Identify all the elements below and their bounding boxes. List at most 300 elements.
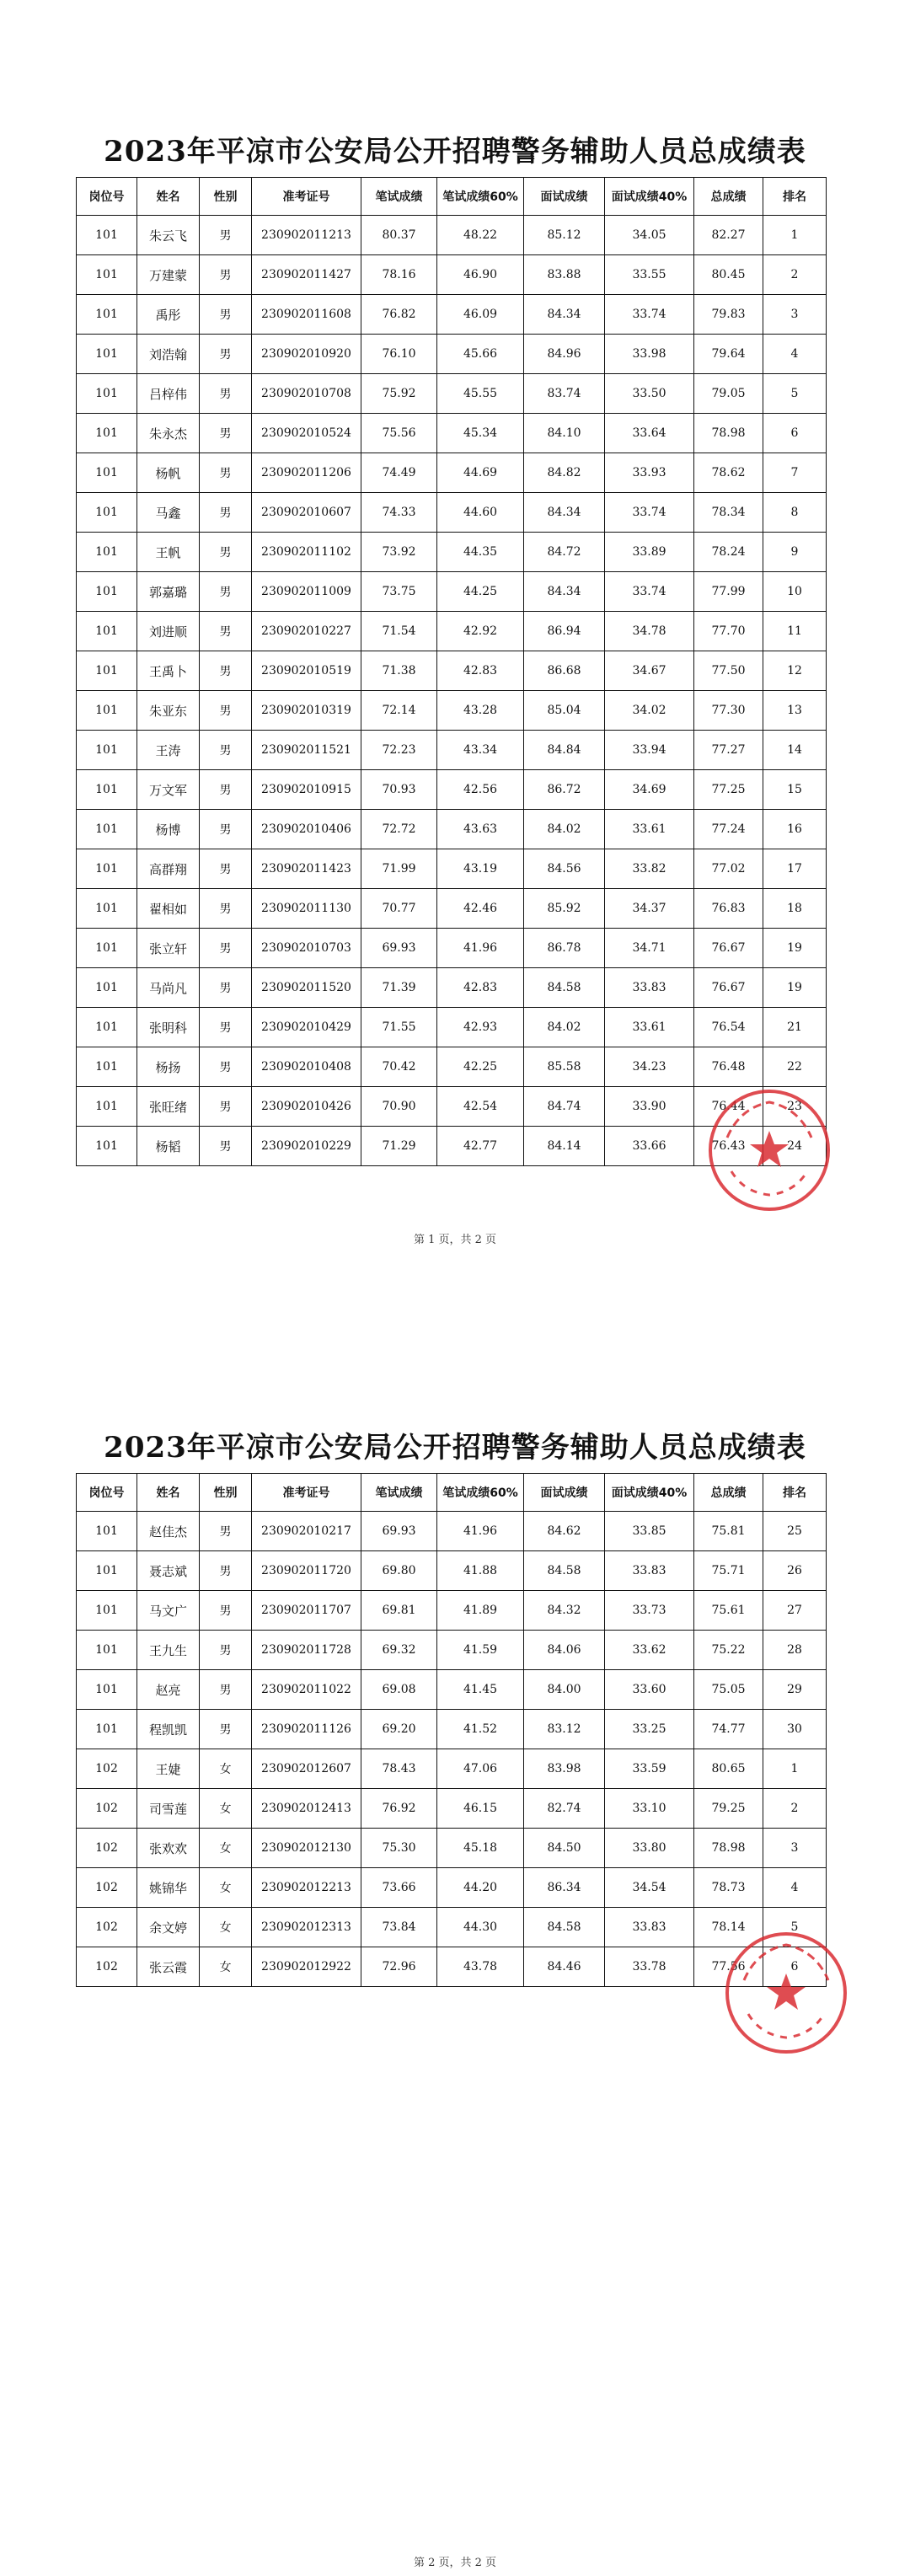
cell-total-score: 75.61 [694,1591,763,1631]
cell-ticket-no: 230902011423 [252,849,361,889]
cell-post-id: 101 [77,533,137,572]
cell-gender: 男 [200,335,252,374]
cell-post-id: 101 [77,889,137,929]
cell-ticket-no: 230902010607 [252,493,361,533]
cell-interview-score: 84.10 [524,414,605,453]
col-header-written-60: 笔试成绩60% [437,178,524,216]
cell-interview-40: 33.89 [605,533,694,572]
table-row [77,1710,827,1749]
cell-gender: 女 [200,1789,252,1829]
cell-rank: 19 [763,968,827,1008]
col-header-written-60: 笔试成绩60% [437,1474,524,1512]
cell-interview-40: 33.74 [605,493,694,533]
cell-written-score: 70.42 [361,1047,437,1087]
cell-written-60: 43.63 [437,810,524,849]
cell-total-score: 78.62 [694,453,763,493]
cell-name: 刘浩翰 [137,335,200,374]
cell-name: 郭嘉璐 [137,572,200,612]
cell-name: 禹彤 [137,295,200,335]
cell-written-score: 78.43 [361,1749,437,1789]
cell-interview-40: 33.93 [605,453,694,493]
table-row [77,1868,827,1908]
cell-interview-score: 84.02 [524,810,605,849]
cell-interview-40: 33.50 [605,374,694,414]
table-row [77,255,827,295]
cell-interview-40: 34.67 [605,651,694,691]
cell-post-id: 102 [77,1908,137,1947]
cell-interview-score: 86.34 [524,1868,605,1908]
cell-written-60: 45.66 [437,335,524,374]
cell-ticket-no: 230902012607 [252,1749,361,1789]
cell-name: 张欢欢 [137,1829,200,1868]
cell-name: 朱云飞 [137,216,200,255]
cell-written-60: 41.96 [437,1512,524,1551]
cell-written-60: 45.34 [437,414,524,453]
col-header-gender: 性别 [200,178,252,216]
cell-ticket-no: 230902010227 [252,612,361,651]
cell-written-score: 72.14 [361,691,437,731]
cell-post-id: 101 [77,612,137,651]
cell-ticket-no: 230902010426 [252,1087,361,1127]
cell-ticket-no: 230902012130 [252,1829,361,1868]
cell-interview-score: 84.50 [524,1829,605,1868]
cell-interview-40: 33.80 [605,1829,694,1868]
cell-interview-score: 83.88 [524,255,605,295]
cell-rank: 5 [763,1908,827,1947]
official-seal [723,1930,849,2056]
cell-ticket-no: 230902011009 [252,572,361,612]
cell-interview-score: 86.68 [524,651,605,691]
cell-interview-score: 84.58 [524,1551,605,1591]
cell-rank: 14 [763,731,827,770]
cell-total-score: 77.50 [694,651,763,691]
cell-total-score: 79.25 [694,1789,763,1829]
table-row [77,1512,827,1551]
cell-interview-score: 84.34 [524,295,605,335]
cell-interview-40: 33.61 [605,1008,694,1047]
cell-written-score: 71.39 [361,968,437,1008]
cell-rank: 29 [763,1670,827,1710]
cell-post-id: 101 [77,295,137,335]
cell-name: 程凯凯 [137,1710,200,1749]
cell-written-score: 75.56 [361,414,437,453]
table-row [77,929,827,968]
table-row [77,1551,827,1591]
cell-interview-40: 34.37 [605,889,694,929]
cell-interview-score: 84.34 [524,572,605,612]
cell-post-id: 101 [77,1591,137,1631]
cell-gender: 男 [200,533,252,572]
cell-total-score: 79.83 [694,295,763,335]
cell-written-60: 44.35 [437,533,524,572]
cell-gender: 男 [200,1087,252,1127]
table-row [77,1947,827,1987]
cell-written-60: 41.89 [437,1591,524,1631]
cell-gender: 男 [200,849,252,889]
col-header-interview-score: 面试成绩 [524,1474,605,1512]
cell-rank: 2 [763,255,827,295]
cell-post-id: 102 [77,1789,137,1829]
cell-ticket-no: 230902012413 [252,1789,361,1829]
cell-name: 王帆 [137,533,200,572]
cell-total-score: 78.98 [694,414,763,453]
cell-written-60: 42.46 [437,889,524,929]
cell-post-id: 101 [77,414,137,453]
cell-post-id: 101 [77,1710,137,1749]
cell-name: 马鑫 [137,493,200,533]
cell-name: 余文婷 [137,1908,200,1947]
cell-total-score: 75.05 [694,1670,763,1710]
cell-written-60: 46.90 [437,255,524,295]
cell-post-id: 101 [77,1087,137,1127]
page-footer: 第 1 页，共 2 页 [413,1234,497,1246]
cell-ticket-no: 230902010703 [252,929,361,968]
table-row [77,572,827,612]
cell-ticket-no: 230902010915 [252,770,361,810]
cell-post-id: 101 [77,1008,137,1047]
table-row [77,1749,827,1789]
cell-rank: 7 [763,453,827,493]
cell-rank: 5 [763,374,827,414]
cell-post-id: 101 [77,810,137,849]
cell-post-id: 101 [77,216,137,255]
cell-interview-40: 33.78 [605,1947,694,1987]
col-header-interview-40: 面试成绩40% [605,178,694,216]
table-row [77,731,827,770]
cell-gender: 男 [200,216,252,255]
cell-name: 张云霞 [137,1947,200,1987]
cell-rank: 9 [763,533,827,572]
cell-written-score: 78.16 [361,255,437,295]
cell-interview-score: 84.96 [524,335,605,374]
cell-interview-40: 33.59 [605,1749,694,1789]
cell-interview-40: 34.78 [605,612,694,651]
cell-total-score: 78.34 [694,493,763,533]
cell-rank: 1 [763,216,827,255]
cell-post-id: 101 [77,968,137,1008]
cell-post-id: 101 [77,1631,137,1670]
cell-total-score: 74.77 [694,1710,763,1749]
cell-post-id: 101 [77,1551,137,1591]
cell-total-score: 78.24 [694,533,763,572]
page-title: 2023年平凉市公安局公开招聘警务辅助人员总成绩表 [104,135,806,169]
cell-ticket-no: 230902011608 [252,295,361,335]
cell-name: 张立轩 [137,929,200,968]
cell-interview-score: 84.84 [524,731,605,770]
cell-ticket-no: 230902012313 [252,1908,361,1947]
cell-gender: 男 [200,968,252,1008]
cell-interview-40: 33.98 [605,335,694,374]
cell-ticket-no: 230902011126 [252,1710,361,1749]
cell-interview-score: 84.62 [524,1512,605,1551]
cell-name: 马文广 [137,1591,200,1631]
cell-post-id: 101 [77,651,137,691]
table-row [77,335,827,374]
cell-written-60: 41.88 [437,1551,524,1591]
cell-rank: 13 [763,691,827,731]
cell-written-60: 43.34 [437,731,524,770]
cell-total-score: 78.98 [694,1829,763,1868]
cell-name: 杨扬 [137,1047,200,1087]
cell-interview-40: 33.90 [605,1087,694,1127]
cell-total-score: 75.81 [694,1512,763,1551]
cell-written-score: 69.20 [361,1710,437,1749]
col-header-post-id: 岗位号 [77,178,137,216]
table-row [77,612,827,651]
cell-rank: 12 [763,651,827,691]
cell-written-60: 44.25 [437,572,524,612]
cell-rank: 19 [763,929,827,968]
cell-post-id: 101 [77,1047,137,1087]
cell-total-score: 76.54 [694,1008,763,1047]
table-row [77,691,827,731]
cell-ticket-no: 230902010920 [252,335,361,374]
page-title: 2023年平凉市公安局公开招聘警务辅助人员总成绩表 [104,1431,806,1465]
table-row [77,493,827,533]
cell-gender: 女 [200,1868,252,1908]
table-row [77,651,827,691]
cell-written-score: 73.84 [361,1908,437,1947]
cell-interview-score: 84.72 [524,533,605,572]
header-row [77,178,827,216]
cell-name: 朱亚东 [137,691,200,731]
cell-name: 高群翔 [137,849,200,889]
cell-interview-40: 33.66 [605,1127,694,1166]
cell-interview-score: 82.74 [524,1789,605,1829]
cell-post-id: 101 [77,335,137,374]
score-table [76,177,827,1166]
cell-name: 杨韬 [137,1127,200,1166]
cell-written-score: 71.29 [361,1127,437,1166]
table-row [77,770,827,810]
cell-gender: 男 [200,1591,252,1631]
cell-name: 张明科 [137,1008,200,1047]
cell-name: 吕梓伟 [137,374,200,414]
cell-written-60: 43.19 [437,849,524,889]
cell-gender: 女 [200,1829,252,1868]
cell-total-score: 77.24 [694,810,763,849]
cell-rank: 30 [763,1710,827,1749]
cell-total-score: 77.27 [694,731,763,770]
cell-interview-score: 84.58 [524,1908,605,1947]
page-2 [0,1289,910,2576]
cell-written-score: 70.90 [361,1087,437,1127]
cell-ticket-no: 230902011130 [252,889,361,929]
cell-interview-40: 33.25 [605,1710,694,1749]
cell-rank: 1 [763,1749,827,1789]
cell-total-score: 79.05 [694,374,763,414]
table-row [77,1789,827,1829]
cell-rank: 15 [763,770,827,810]
col-header-name: 姓名 [137,178,200,216]
cell-ticket-no: 230902011213 [252,216,361,255]
cell-name: 马尚凡 [137,968,200,1008]
cell-gender: 男 [200,770,252,810]
cell-written-score: 73.75 [361,572,437,612]
cell-rank: 10 [763,572,827,612]
cell-written-score: 70.77 [361,889,437,929]
cell-written-60: 45.55 [437,374,524,414]
cell-rank: 2 [763,1789,827,1829]
cell-ticket-no: 230902010229 [252,1127,361,1166]
cell-name: 王婕 [137,1749,200,1789]
cell-written-60: 42.25 [437,1047,524,1087]
cell-gender: 男 [200,929,252,968]
cell-total-score: 77.30 [694,691,763,731]
cell-written-60: 48.22 [437,216,524,255]
cell-gender: 男 [200,295,252,335]
cell-written-score: 71.55 [361,1008,437,1047]
cell-name: 刘进顺 [137,612,200,651]
cell-interview-40: 34.05 [605,216,694,255]
cell-interview-score: 84.56 [524,849,605,889]
cell-interview-40: 33.74 [605,295,694,335]
cell-post-id: 101 [77,1670,137,1710]
table-row [77,1047,827,1087]
cell-interview-score: 84.02 [524,1008,605,1047]
cell-interview-score: 83.12 [524,1710,605,1749]
cell-gender: 女 [200,1947,252,1987]
cell-name: 赵佳杰 [137,1512,200,1551]
table-row [77,1591,827,1631]
cell-rank: 4 [763,1868,827,1908]
cell-gender: 男 [200,572,252,612]
official-seal [706,1087,832,1213]
cell-rank: 22 [763,1047,827,1087]
score-table [76,1473,827,1987]
header-row [77,1474,827,1512]
table-row [77,1670,827,1710]
cell-rank: 23 [763,1087,827,1127]
cell-post-id: 101 [77,691,137,731]
cell-rank: 3 [763,295,827,335]
cell-written-score: 70.93 [361,770,437,810]
cell-gender: 女 [200,1908,252,1947]
cell-rank: 25 [763,1512,827,1551]
cell-written-60: 41.45 [437,1670,524,1710]
cell-name: 王九生 [137,1631,200,1670]
cell-written-60: 42.77 [437,1127,524,1166]
cell-gender: 男 [200,414,252,453]
cell-ticket-no: 230902011102 [252,533,361,572]
cell-ticket-no: 230902011022 [252,1670,361,1710]
cell-total-score: 80.45 [694,255,763,295]
cell-ticket-no: 230902011521 [252,731,361,770]
cell-name: 聂志斌 [137,1551,200,1591]
cell-written-score: 76.10 [361,335,437,374]
cell-name: 万文军 [137,770,200,810]
cell-written-score: 74.49 [361,453,437,493]
col-header-interview-score: 面试成绩 [524,178,605,216]
cell-total-score: 82.27 [694,216,763,255]
cell-gender: 男 [200,1127,252,1166]
table-row [77,849,827,889]
cell-post-id: 102 [77,1868,137,1908]
cell-written-score: 71.38 [361,651,437,691]
cell-ticket-no: 230902010429 [252,1008,361,1047]
cell-interview-40: 34.71 [605,929,694,968]
cell-ticket-no: 230902010217 [252,1512,361,1551]
cell-interview-40: 34.02 [605,691,694,731]
cell-gender: 男 [200,1631,252,1670]
cell-ticket-no: 230902010319 [252,691,361,731]
cell-rank: 27 [763,1591,827,1631]
cell-ticket-no: 230902010708 [252,374,361,414]
col-header-rank: 排名 [763,1474,827,1512]
cell-gender: 男 [200,1008,252,1047]
cell-written-60: 44.60 [437,493,524,533]
col-header-ticket-no: 准考证号 [252,178,361,216]
cell-interview-score: 85.58 [524,1047,605,1087]
cell-ticket-no: 230902011707 [252,1591,361,1631]
cell-name: 司雪莲 [137,1789,200,1829]
cell-rank: 11 [763,612,827,651]
cell-interview-score: 84.82 [524,453,605,493]
cell-name: 张旺绪 [137,1087,200,1127]
cell-written-score: 76.82 [361,295,437,335]
cell-interview-40: 33.94 [605,731,694,770]
table-row [77,889,827,929]
cell-written-60: 44.69 [437,453,524,493]
cell-interview-40: 33.61 [605,810,694,849]
cell-rank: 8 [763,493,827,533]
cell-gender: 女 [200,1749,252,1789]
cell-written-60: 41.52 [437,1710,524,1749]
cell-written-60: 42.56 [437,770,524,810]
cell-post-id: 101 [77,572,137,612]
cell-post-id: 101 [77,493,137,533]
cell-interview-score: 86.78 [524,929,605,968]
cell-written-60: 46.15 [437,1789,524,1829]
table-row [77,810,827,849]
cell-gender: 男 [200,651,252,691]
cell-written-score: 75.30 [361,1829,437,1868]
cell-total-score: 77.02 [694,849,763,889]
cell-total-score: 76.44 [694,1087,763,1127]
cell-interview-score: 84.14 [524,1127,605,1166]
cell-rank: 6 [763,414,827,453]
cell-written-score: 76.92 [361,1789,437,1829]
cell-rank: 6 [763,1947,827,1987]
cell-interview-40: 33.60 [605,1670,694,1710]
table-row [77,453,827,493]
cell-interview-score: 85.92 [524,889,605,929]
cell-interview-40: 33.82 [605,849,694,889]
cell-written-60: 44.30 [437,1908,524,1947]
cell-gender: 男 [200,1551,252,1591]
cell-post-id: 101 [77,374,137,414]
cell-post-id: 101 [77,1512,137,1551]
cell-gender: 男 [200,453,252,493]
table-row [77,1631,827,1670]
table-row [77,968,827,1008]
cell-gender: 男 [200,889,252,929]
cell-gender: 男 [200,810,252,849]
cell-name: 万建蒙 [137,255,200,295]
cell-name: 王禹卜 [137,651,200,691]
cell-total-score: 80.65 [694,1749,763,1789]
cell-post-id: 101 [77,770,137,810]
cell-written-score: 69.93 [361,929,437,968]
cell-ticket-no: 230902010408 [252,1047,361,1087]
cell-total-score: 76.67 [694,929,763,968]
cell-interview-score: 85.12 [524,216,605,255]
cell-post-id: 101 [77,255,137,295]
cell-name: 翟相如 [137,889,200,929]
cell-written-score: 71.99 [361,849,437,889]
cell-written-60: 42.54 [437,1087,524,1127]
cell-gender: 男 [200,612,252,651]
